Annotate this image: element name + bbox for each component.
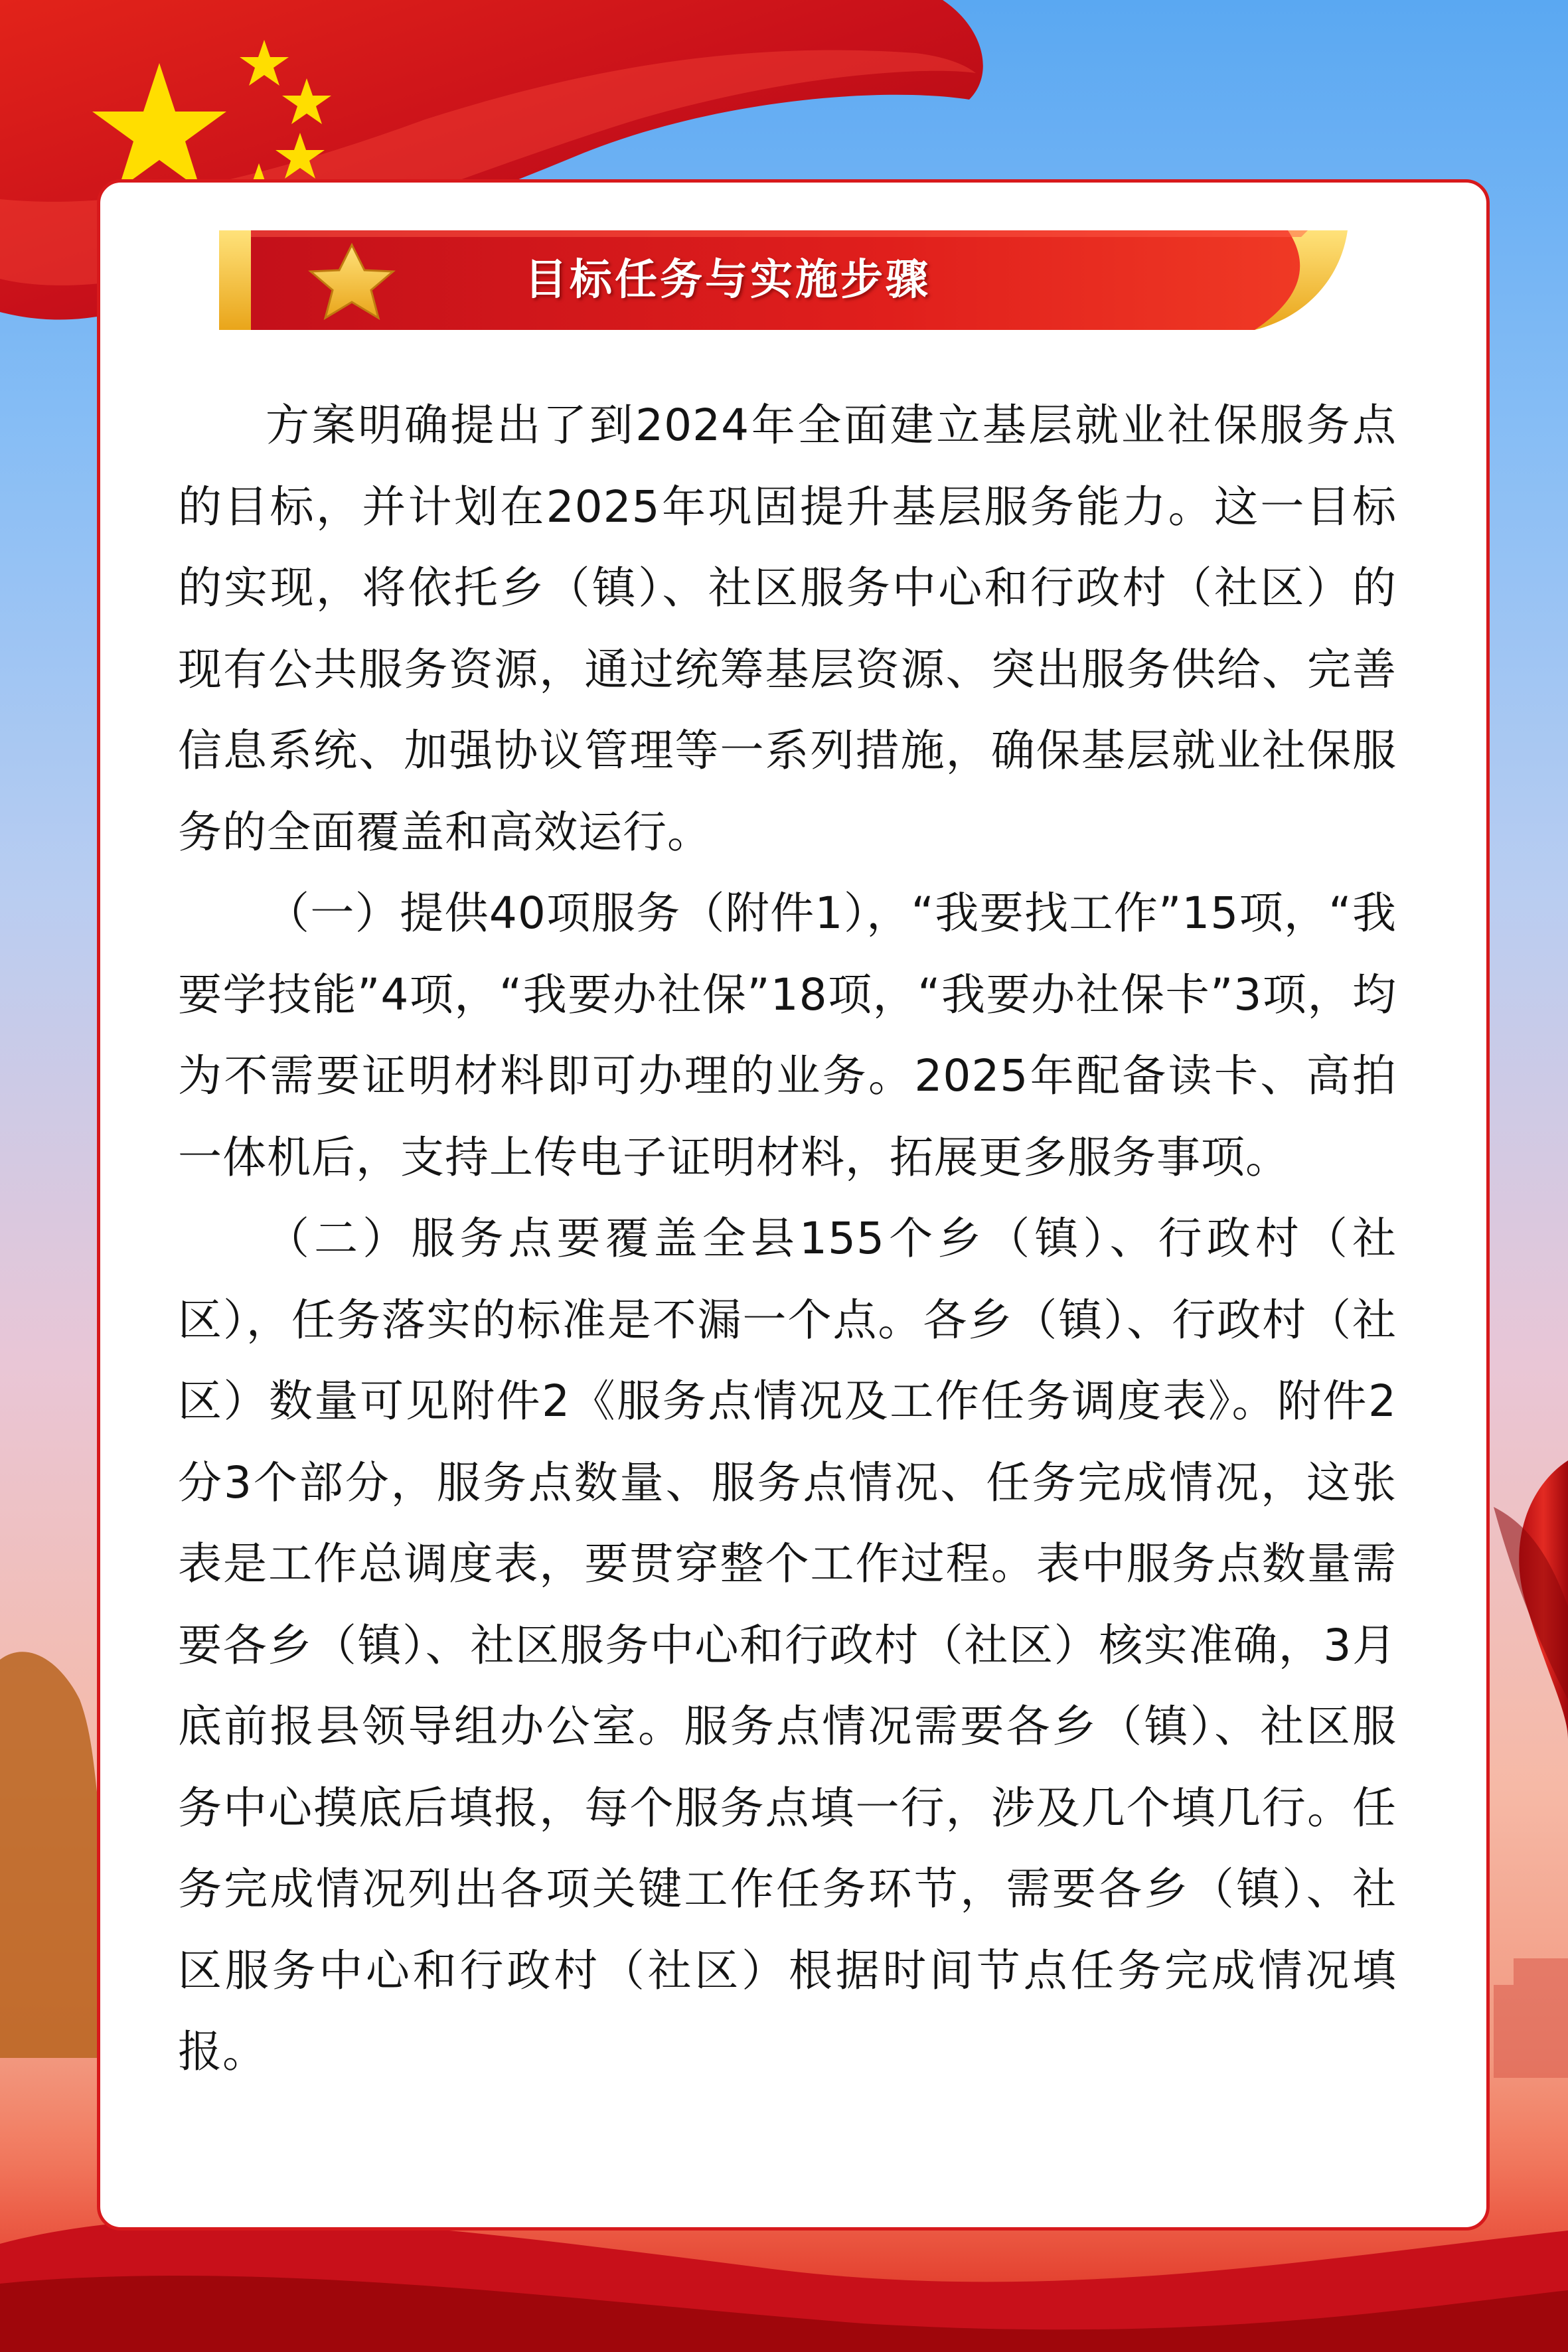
page-title: 目标任务与实施步骤 [524, 256, 931, 305]
small-star-icon [240, 40, 289, 86]
large-star-icon [92, 63, 226, 190]
small-star-icon [275, 133, 325, 179]
body-text [178, 385, 1397, 2093]
paragraph-coverage: （二）服务点要覆盖全县155个乡（镇）、行政村（社区），任务落实的标准是不漏一个点。各乡（镇）、行政村（社区）数量可见附件2《服务点情况及工作任务调度表》。附件2分3个部分，服务点数量、服务点情况、任务完成情况，这张表是工作总调度表，要贯穿整个工作过程。表中服务点数量需要各乡（镇）、社区服务中心和行政村（社区）核实准确，3月底前报县领导组办公室。服务点情况需要各乡（镇）、社区服务中心摸底后填报，每个服务点填一行，涉及几个填几行。任务完成情况列出各项关键工作任务环节，需要各乡（镇）、社区服务中心和行政村（社区）根据时间节点任务完成情况填报。 [178, 1213, 1397, 2077]
title-banner [219, 230, 1354, 330]
small-star-icon [282, 78, 331, 124]
paragraph-intro: 方案明确提出了到2024年全面建立基层就业社保服务点的目标，并计划在2025年巩固提升基层服务能力。这一目标的实现，将依托乡（镇）、社区服务中心和行政村（社区）的现有公共服务资源，通过统筹基层资源、突出服务供给、完善信息系统、加强协议管理等一系列措施，确保基层就业社保服务的全面覆盖和高效运行。 [178, 400, 1397, 858]
paragraph-services: （一）提供40项服务（附件1），“我要找工作”15项，“我要学技能”4项，“我要办社保”18项，“我要办社保卡”3项，均为不需要证明材料即可办理的业务。2025年配备读卡、高拍一体机后，支持上传电子证明材料，拓展更多服务事项。 [178, 888, 1397, 1183]
